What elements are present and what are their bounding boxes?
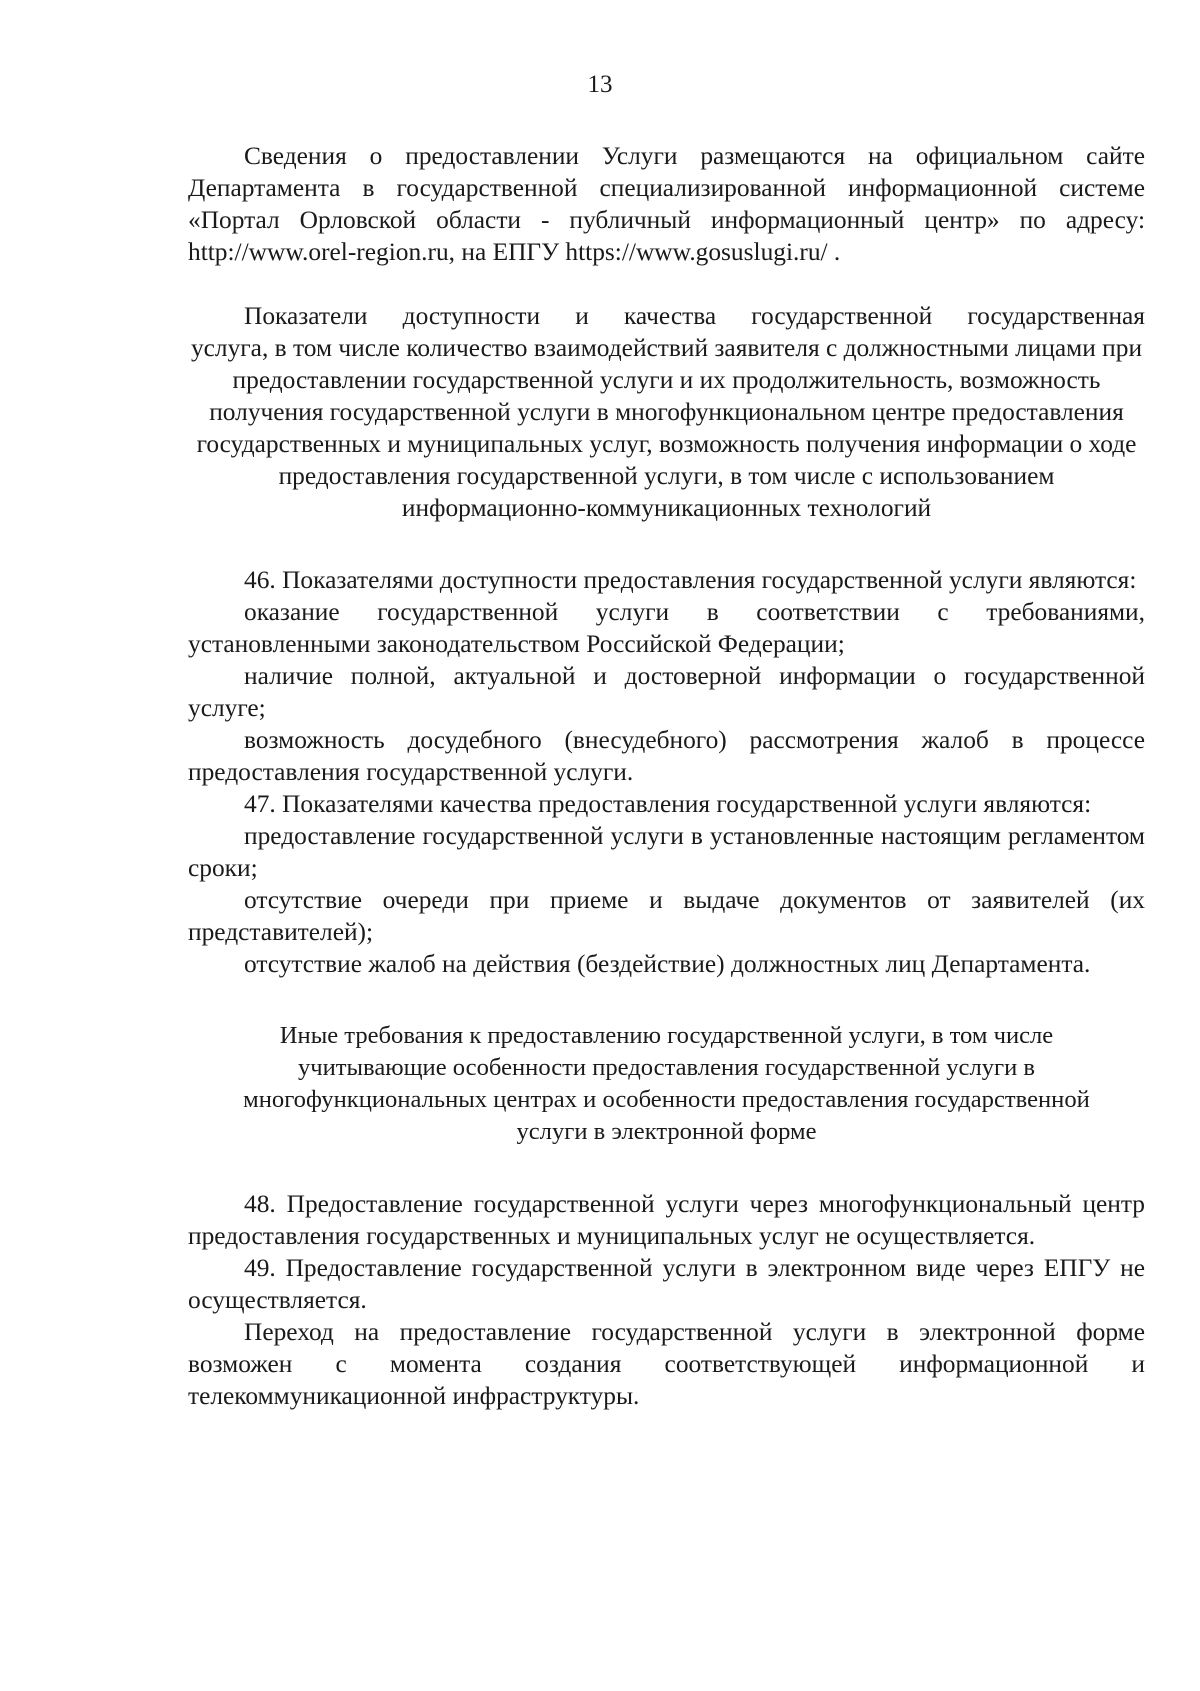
paragraph-47-item-2: отсутствие очереди при приеме и выдаче документов от заявителей (их представителей); [188,886,1145,946]
paragraph-49: 49. Предоставление государственной услуги в электронном виде через ЕПГУ не осуществляется. [188,1254,1145,1314]
paragraph-46-intro: 46. Показателями доступности предоставления государственной услуги являются: [244,566,1137,594]
paragraph-46-item-1: оказание государственной услуги в соответствии с требованиями, установленными законодательством Российской Федерации; [188,598,1145,658]
section-heading-other-requirements: Иные требования к предоставлению государственной услуги, в том числе учитывающие особенности предоставления государственной услуги в многофункциональных центрах и особенности предоставления государственной услуги в электронной форме [243,1022,1090,1145]
paragraph-46-item-3: возможность досудебного (внесудебного) рассмотрения жалоб в процессе предоставления государственной услуги. [188,726,1145,786]
heading-line-rest: услуга, в том числе количество взаимодействий заявителя с должностными лицами при предоставлении государственной услуги и их продолжительность, возможность получения государственной услуги в многофункциональном центре предоставления государственных и муниципальных услуг, возможность получения информации о ходе предоставления государственной услуги, в том числе с использованием информационно-коммуникационных технологий [190,334,1143,522]
paragraph-47-item-3: отсутствие жалоб на действия (бездействие) должностных лиц Департамента. [244,950,1091,978]
intro-paragraph: Сведения о предоставлении Услуги размещаются на официальном сайте Департамента в государственной специализированной информационной системе «Портал Орловской области - публичный информационный центр» по адресу: http://www.orel-region.ru, на ЕПГУ https://www.gosuslugi.ru/ . [188,142,1145,266]
paragraph-47-intro: 47. Показателями качества предоставления государственной услуги являются: [244,790,1092,818]
paragraph-transition: Переход на предоставление государственной услуги в электронной форме возможен с момента создания соответствующей информационной и телекоммуникационной инфраструктуры. [188,1318,1145,1410]
paragraph-48: 48. Предоставление государственной услуги через многофункциональный центр предоставления государственных и муниципальных услуг не осуществляется. [188,1190,1145,1250]
paragraph-47-item-1: предоставление государственной услуги в установленные настоящим регламентом сроки; [188,822,1145,882]
page-number: 13 [587,71,613,98]
paragraph-46-item-2: наличие полной, актуальной и достоверной информации о государственной услуге; [188,662,1145,722]
section-heading-accessibility-quality [188,300,1145,524]
document-body [188,140,1145,1412]
heading-line-first: Показатели доступности и качества государственной государственная [244,302,1145,330]
